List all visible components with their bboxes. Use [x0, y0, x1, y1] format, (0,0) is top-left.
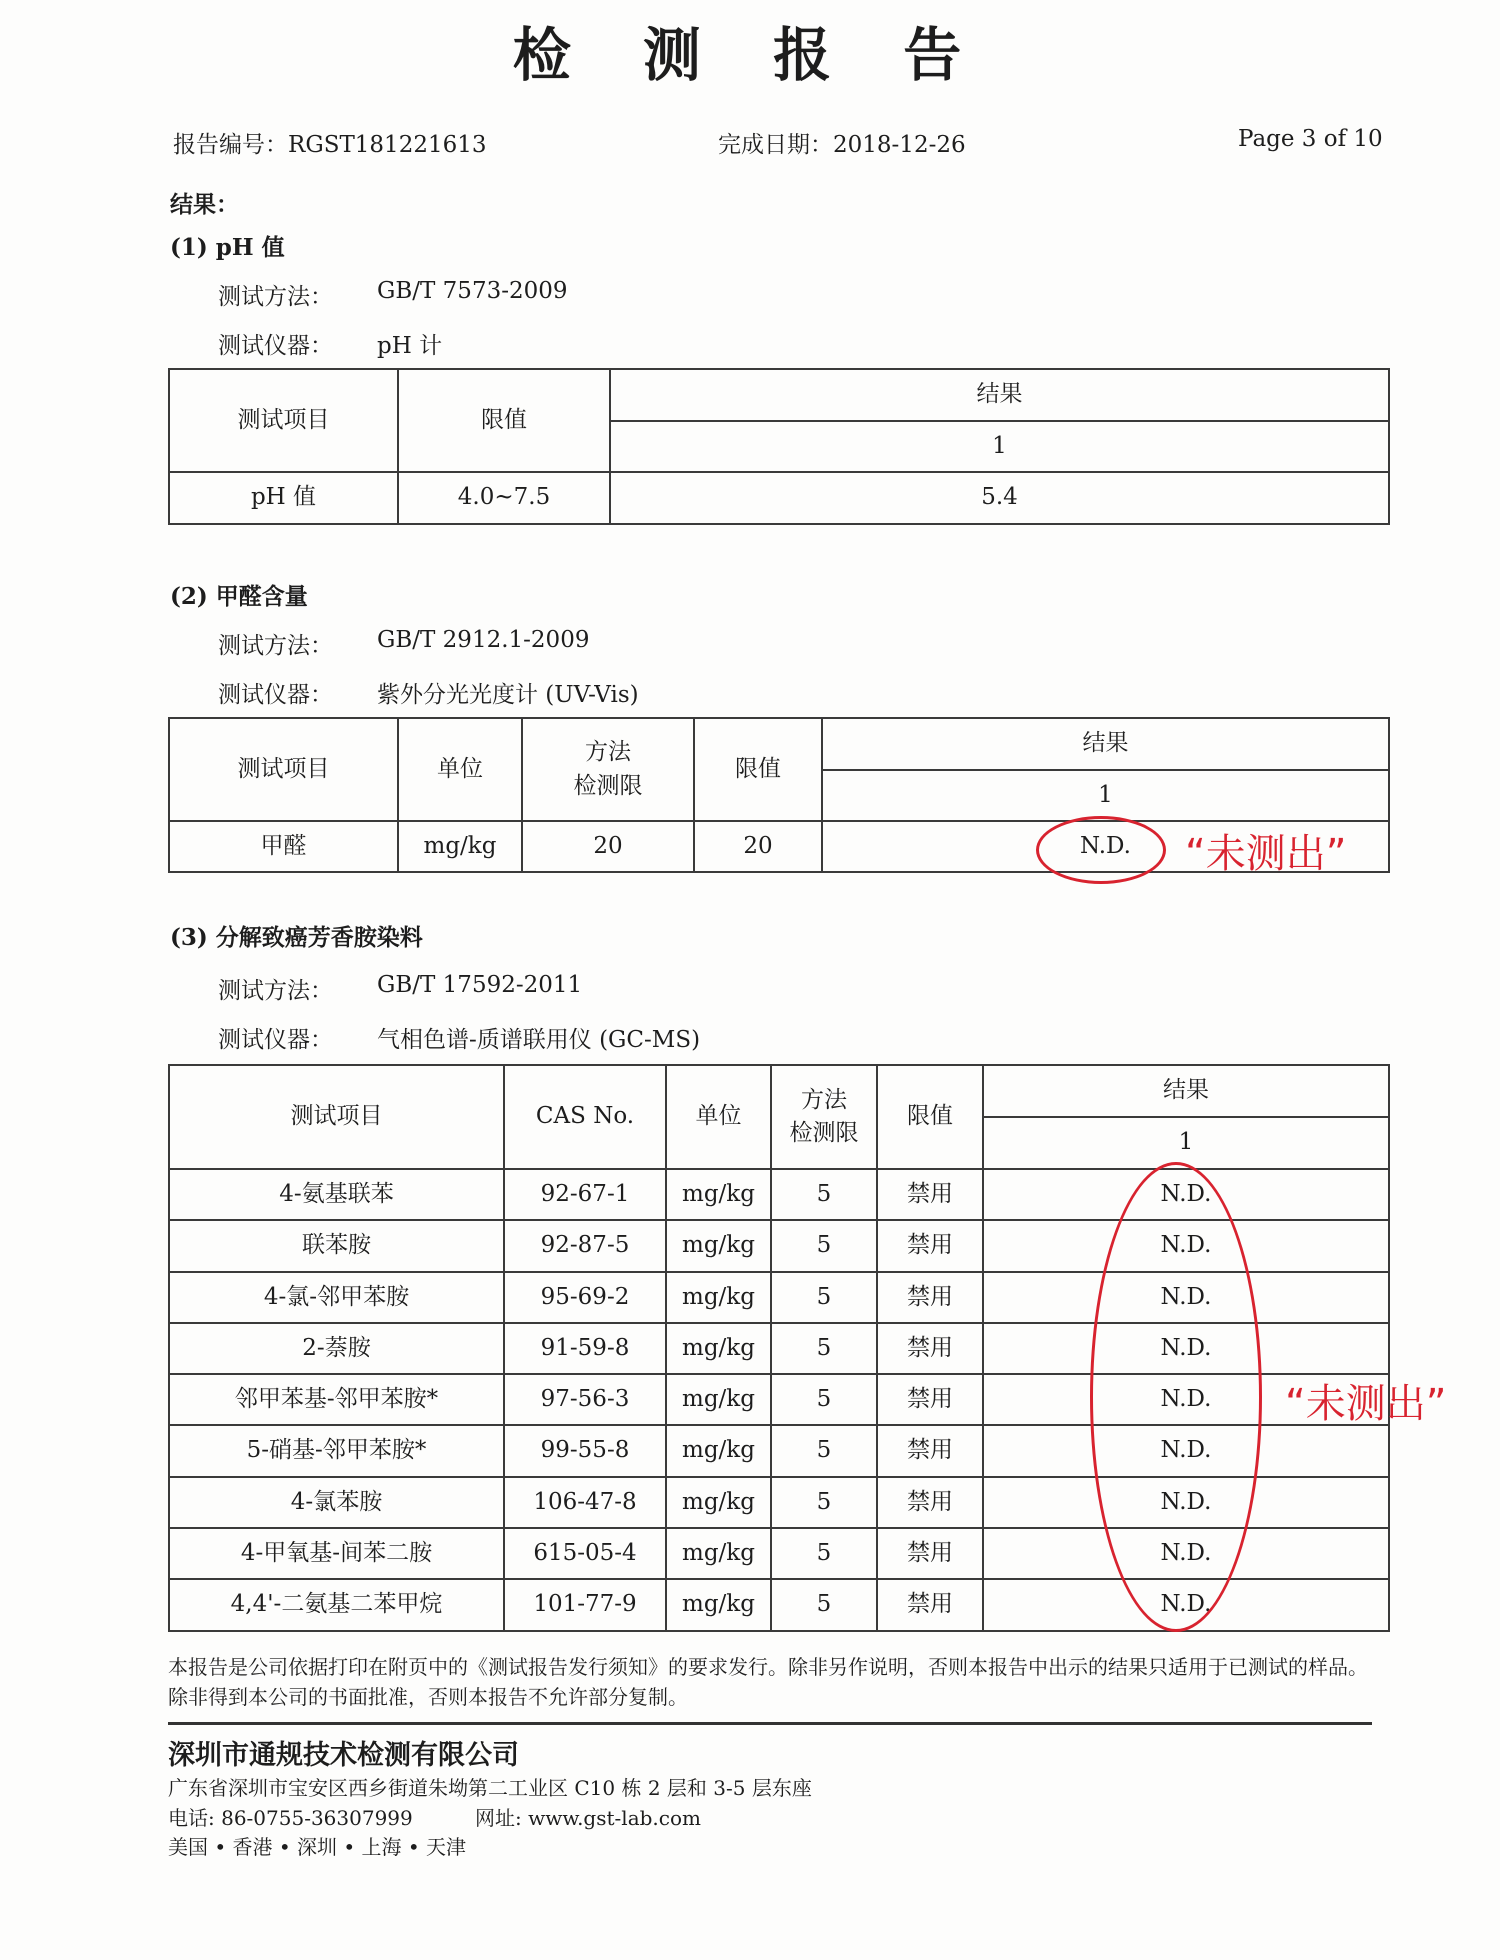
amine-cell-result: N.D. — [983, 1528, 1389, 1579]
ph-table — [168, 368, 1390, 525]
report-title: 检 测 报 告 — [512, 21, 988, 89]
ph-instrument: pH 计 — [377, 333, 443, 359]
formaldehyde-method-label: 测试方法： — [218, 633, 333, 659]
amine-col-mdl — [771, 1065, 877, 1169]
amine-cell-limit: 禁用 — [877, 1169, 983, 1220]
ph-row-result: 5.4 — [610, 472, 1389, 524]
amine-cell-limit: 禁用 — [877, 1528, 983, 1579]
amine-cell-unit: mg/kg — [666, 1220, 771, 1271]
amine-cell-mdl: 5 — [771, 1528, 877, 1579]
amine-cell-result: N.D. — [983, 1169, 1389, 1220]
amine-instrument: 气相色谱-质谱联用仪 (GC-MS) — [377, 1027, 701, 1053]
ph-col-sample: 1 — [610, 421, 1389, 472]
amine-cell-limit: 禁用 — [877, 1477, 983, 1528]
amine-cell-item: 4-氯-邻甲苯胺 — [169, 1272, 504, 1323]
formaldehyde-row-limit: 20 — [694, 821, 822, 872]
company-website[interactable]: 网址: www.gst-lab.com — [475, 1806, 701, 1830]
amine-cell-unit: mg/kg — [666, 1272, 771, 1323]
completion-date: 完成日期：2018-12-26 — [718, 132, 966, 158]
amine-cell-mdl: 5 — [771, 1374, 877, 1425]
company-phone: 电话: 86-0755-36307999 — [168, 1806, 413, 1830]
amine-cell-result: N.D. — [983, 1579, 1389, 1630]
amine-cell-mdl: 5 — [771, 1477, 877, 1528]
amine-cell-unit: mg/kg — [666, 1579, 771, 1630]
amine-cell-cas: 101-77-9 — [504, 1579, 666, 1630]
amine-cell-mdl: 5 — [771, 1169, 877, 1220]
amine-cell-cas: 106-47-8 — [504, 1477, 666, 1528]
ph-method-label: 测试方法： — [218, 284, 333, 310]
amine-cell-result: N.D. — [983, 1477, 1389, 1528]
amine-col-item: 测试项目 — [169, 1065, 504, 1169]
amine-cell-mdl: 5 — [771, 1425, 877, 1476]
ph-method: GB/T 7573-2009 — [377, 278, 568, 304]
formaldehyde-col-mdl-line1: 方法 — [585, 739, 631, 766]
amine-cell-item: 4-氨基联苯 — [169, 1169, 504, 1220]
amine-cell-cas: 95-69-2 — [504, 1272, 666, 1323]
amine-col-mdl-line1: 方法 — [801, 1086, 847, 1113]
amine-col-limit: 限值 — [877, 1065, 983, 1169]
amine-cell-unit: mg/kg — [666, 1528, 771, 1579]
amine-instrument-label: 测试仪器： — [218, 1027, 333, 1053]
amine-cell-cas: 615-05-4 — [504, 1528, 666, 1579]
amine-nd-circle — [1090, 1162, 1262, 1632]
results-label: 结果： — [170, 191, 239, 218]
amine-cell-unit: mg/kg — [666, 1425, 771, 1476]
formaldehyde-row-result: N.D. — [822, 821, 1389, 872]
amine-cell-cas: 92-87-5 — [504, 1220, 666, 1271]
footer-divider — [168, 1722, 1372, 1725]
amine-cell-limit: 禁用 — [877, 1272, 983, 1323]
amine-col-unit: 单位 — [666, 1065, 771, 1169]
amine-cell-item: 4,4'-二氨基二苯甲烷 — [169, 1579, 504, 1630]
formaldehyde-row-item: 甲醛 — [169, 821, 398, 872]
formaldehyde-heading: (2) 甲醛含量 — [170, 583, 308, 610]
amine-cell-item: 2-萘胺 — [169, 1323, 504, 1374]
amine-cell-cas: 92-67-1 — [504, 1169, 666, 1220]
amine-cell-limit: 禁用 — [877, 1220, 983, 1271]
company-name: 深圳市通规技术检测有限公司 — [168, 1740, 519, 1771]
ph-row-item: pH 值 — [169, 472, 398, 524]
ph-col-result: 结果 — [610, 369, 1389, 421]
formaldehyde-col-result: 结果 — [822, 718, 1389, 770]
formaldehyde-col-mdl — [522, 718, 694, 821]
formaldehyde-nd-circle — [1036, 816, 1166, 884]
amine-cell-result: N.D. — [983, 1220, 1389, 1271]
formaldehyde-row-unit: mg/kg — [398, 821, 522, 872]
amine-cell-cas: 91-59-8 — [504, 1323, 666, 1374]
amine-annotation: “未测出” — [1285, 1381, 1447, 1427]
formaldehyde-annotation: “未测出” — [1185, 831, 1347, 877]
amine-heading: (3) 分解致癌芳香胺染料 — [170, 924, 423, 951]
amine-cell-result: N.D. — [983, 1425, 1389, 1476]
amine-cell-item: 5-硝基-邻甲苯胺* — [169, 1425, 504, 1476]
amine-cell-mdl: 5 — [771, 1579, 877, 1630]
formaldehyde-col-item: 测试项目 — [169, 718, 398, 821]
amine-cell-result: N.D. — [983, 1272, 1389, 1323]
formaldehyde-col-unit: 单位 — [398, 718, 522, 821]
ph-col-limit: 限值 — [398, 369, 610, 472]
amine-col-mdl-line2: 检测限 — [789, 1120, 859, 1146]
amine-col-cas: CAS No. — [504, 1065, 666, 1169]
amine-cell-unit: mg/kg — [666, 1477, 771, 1528]
amine-cell-item: 4-甲氧基-间苯二胺 — [169, 1528, 504, 1579]
amine-cell-mdl: 5 — [771, 1220, 877, 1271]
amine-cell-mdl: 5 — [771, 1323, 877, 1374]
amine-cell-limit: 禁用 — [877, 1579, 983, 1630]
formaldehyde-col-limit: 限值 — [694, 718, 822, 821]
amine-cell-limit: 禁用 — [877, 1323, 983, 1374]
amine-cell-item: 4-氯苯胺 — [169, 1477, 504, 1528]
amine-cell-unit: mg/kg — [666, 1323, 771, 1374]
disclaimer: 本报告是公司依据打印在附页中的《测试报告发行须知》的要求发行。除非另作说明，否则本报告中出示的结果只适用于已测试的样品。除非得到本公司的书面批准，否则本报告不允许部分复制。 — [168, 1655, 1368, 1709]
page-number: Page 3 of 10 — [1238, 126, 1383, 152]
formaldehyde-method: GB/T 2912.1-2009 — [377, 627, 590, 653]
amine-cell-limit: 禁用 — [877, 1425, 983, 1476]
amine-cell-item: 邻甲苯基-邻甲苯胺* — [169, 1374, 504, 1425]
formaldehyde-instrument: 紫外分光光度计 (UV-Vis) — [377, 682, 639, 708]
amine-cell-item: 联苯胺 — [169, 1220, 504, 1271]
amine-method: GB/T 17592-2011 — [377, 972, 583, 998]
company-locations: 美国 • 香港 • 深圳 • 上海 • 天津 — [168, 1835, 467, 1859]
amine-cell-cas: 99-55-8 — [504, 1425, 666, 1476]
amine-cell-unit: mg/kg — [666, 1374, 771, 1425]
amine-col-result: 结果 — [983, 1065, 1389, 1117]
ph-col-item: 测试项目 — [169, 369, 398, 472]
formaldehyde-col-sample: 1 — [822, 770, 1389, 821]
amine-cell-cas: 97-56-3 — [504, 1374, 666, 1425]
formaldehyde-instrument-label: 测试仪器： — [218, 682, 333, 708]
amine-cell-limit: 禁用 — [877, 1374, 983, 1425]
amine-method-label: 测试方法： — [218, 978, 333, 1004]
amine-cell-result: N.D. — [983, 1323, 1389, 1374]
ph-heading: (1) pH 值 — [170, 234, 285, 261]
amine-cell-unit: mg/kg — [666, 1169, 771, 1220]
report-number: 报告编号：RGST181221613 — [173, 132, 487, 158]
company-address: 广东省深圳市宝安区西乡街道朱坳第二工业区 C10 栋 2 层和 3-5 层东座 — [168, 1776, 812, 1800]
amine-cell-result: N.D. — [983, 1374, 1389, 1425]
formaldehyde-col-mdl-line2: 检测限 — [573, 772, 643, 799]
ph-instrument-label: 测试仪器： — [218, 333, 333, 359]
formaldehyde-row-mdl: 20 — [522, 821, 694, 872]
amine-col-sample: 1 — [983, 1117, 1389, 1169]
ph-row-limit: 4.0~7.5 — [398, 472, 610, 524]
amine-cell-mdl: 5 — [771, 1272, 877, 1323]
